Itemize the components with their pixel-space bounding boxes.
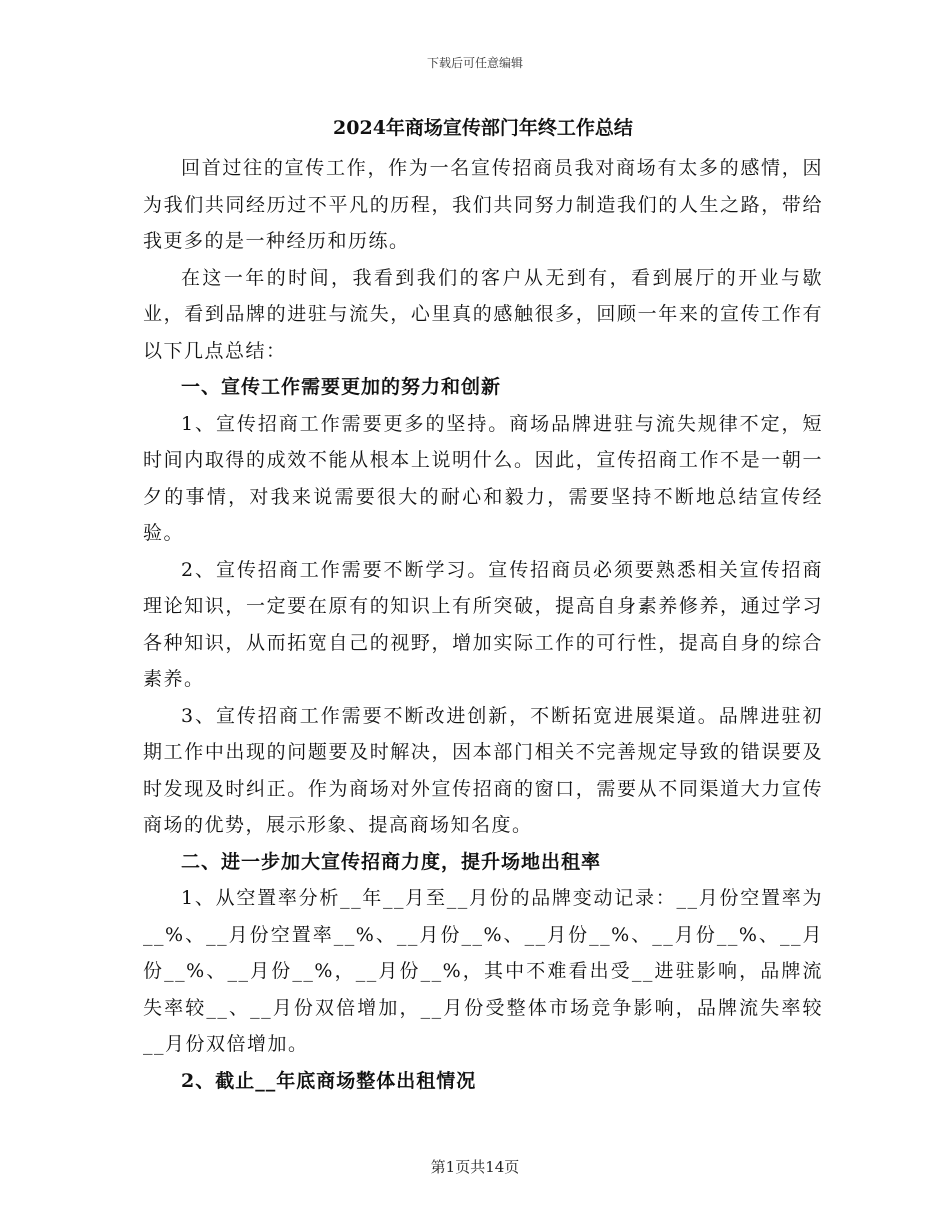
document-title: 2024年商场宣传部门年终工作总结	[333, 117, 633, 139]
paragraph-item-1-3: 3、宣传招商工作需要不断改进创新，不断拓宽进展渠道。品牌进驻初期工作中出现的问题要及时解决，因本部门相关不完善规定导致的错误要及时发现及时纠正。作为商场对外宣传招商的窗口，需要从不同渠道大力宣传商场的优势，展示形象、提高商场知名度。	[143, 704, 823, 836]
paragraph-item-2-1: 1、从空置率分析__年__月至__月份的品牌变动记录：__月份空置率为__%、__月份空置率__%、__月份__%、__月份__%、__月份__%、__月份__%、__月份__%，__月份__%，其中不难看出受__进驻影响，品牌流失率较__、__月份双倍增加，__月份受整体市场竞争影响，品牌流失率较__月份双倍增加。	[143, 887, 823, 1055]
paragraph-intro: 回首过往的宣传工作，作为一名宣传招商员我对商场有太多的感情，因为我们共同经历过不平凡的历程，我们共同努力制造我们的人生之路，带给我更多的是一种经历和历练。	[143, 157, 823, 252]
document-body	[143, 112, 823, 1099]
section-heading-2: 二、进一步加大宣传招商力度，提升场地出租率	[181, 850, 602, 873]
page-footer: 第1页共14页	[430, 1158, 520, 1176]
paragraph-review: 在这一年的时间，我看到我们的客户从无到有，看到展厅的开业与歇业，看到品牌的进驻与流失，心里真的感触很多，回顾一年来的宣传工作有以下几点总结：	[143, 266, 823, 362]
paragraph-item-1-1: 1、宣传招商工作需要更多的坚持。商场品牌进驻与流失规律不定，短时间内取得的成效不能从根本上说明什么。因此，宣传招商工作不是一朝一夕的事情，对我来说需要很大的耐心和毅力，需要坚持不断地总结宣传经验。	[143, 412, 823, 544]
paragraph-item-1-2: 2、宣传招商工作需要不断学习。宣传招商员必须要熟悉相关宣传招商理论知识，一定要在原有的知识上有所突破，提高自身素养修养，通过学习各种知识，从而拓宽自己的视野，增加实际工作的可行性，提高自身的综合素养。	[143, 558, 823, 690]
section-heading-1: 一、宣传工作需要更加的努力和创新	[181, 376, 502, 398]
page-header: 下载后可任意编辑	[426, 56, 523, 70]
subsection-heading-2-2: 2、截止__年底商场整体出租情况	[181, 1069, 477, 1092]
